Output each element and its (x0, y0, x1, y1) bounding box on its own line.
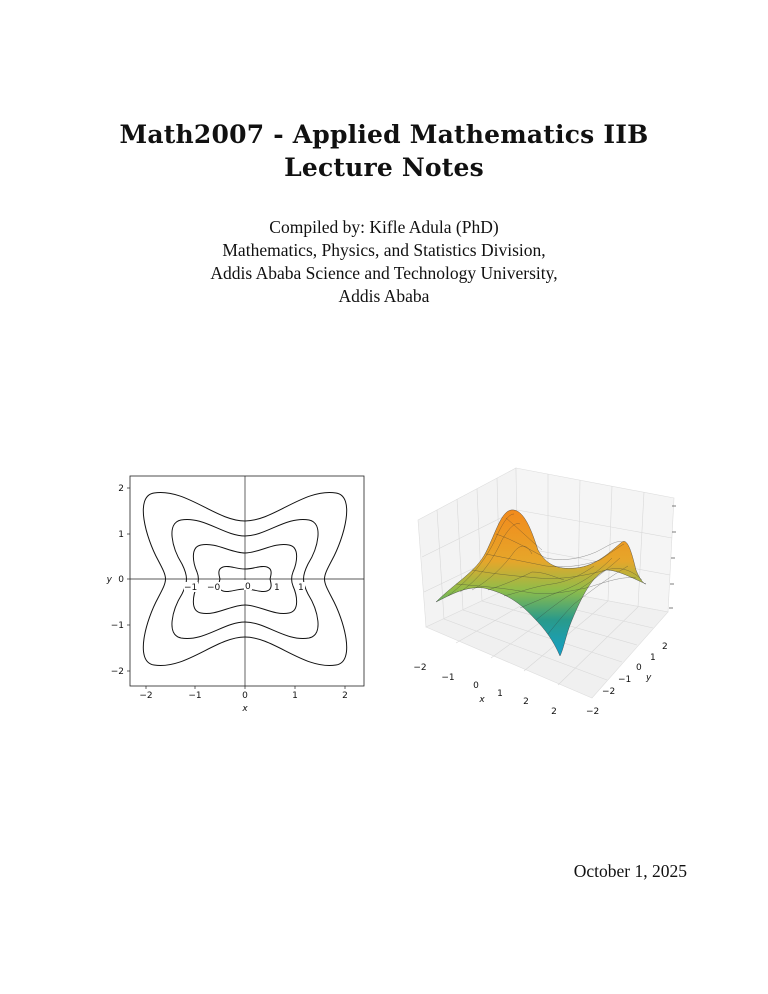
y-tick-label: −2 (586, 707, 600, 717)
document-date: October 1, 2025 (573, 861, 687, 881)
contour-plot-figure (104, 468, 372, 714)
x-axis-label: x (479, 695, 485, 705)
y-tick-label: −1 (618, 675, 632, 685)
y-axis-label: y (106, 575, 112, 585)
contour-label: 1 (274, 583, 280, 593)
x-tick-label: 2 (523, 697, 529, 707)
contour-label: −1 (184, 583, 198, 593)
y-tick-label: 2 (662, 642, 668, 652)
y-tick-label: −2 (602, 687, 616, 697)
x-tick-label: 1 (292, 691, 298, 701)
x-tick-label: −1 (441, 673, 455, 683)
x-tick-label: −2 (139, 691, 153, 701)
x-axis-label: x (242, 704, 248, 714)
surface-plot-figure (396, 462, 692, 718)
y-axis-label: y (646, 673, 652, 683)
contour-label: −0 (207, 583, 221, 593)
title-line-2: Lecture Notes (284, 153, 484, 182)
x-tick-label: −1 (188, 691, 202, 701)
y-tick-label: 2 (118, 484, 124, 494)
x-tick-label: 2 (342, 691, 348, 701)
contour-label: 0 (245, 582, 251, 592)
title-line-1: Math2007 - Applied Mathematics IIB (119, 120, 649, 149)
x-tick-label: 0 (473, 681, 479, 691)
y-tick-label: 1 (650, 653, 656, 663)
document-title (0, 118, 768, 184)
contour-label: 1 (298, 583, 304, 593)
y-tick-label: −1 (110, 621, 124, 631)
author-block (0, 216, 768, 308)
university: Addis Ababa Science and Technology University, (210, 263, 558, 283)
division: Mathematics, Physics, and Statistics Division, (222, 240, 546, 260)
y-tick-label: 0 (636, 663, 642, 673)
x-tick-label: 2 (551, 707, 557, 717)
x-tick-label: 1 (497, 689, 503, 699)
city: Addis Ababa (338, 286, 430, 306)
compiled-by: Compiled by: Kifle Adula (PhD) (269, 217, 499, 237)
x-tick-label: −2 (413, 663, 427, 673)
x-tick-label: 0 (242, 691, 248, 701)
y-tick-label: 0 (118, 575, 124, 585)
y-tick-label: −2 (110, 667, 124, 677)
y-tick-label: 1 (118, 530, 124, 540)
